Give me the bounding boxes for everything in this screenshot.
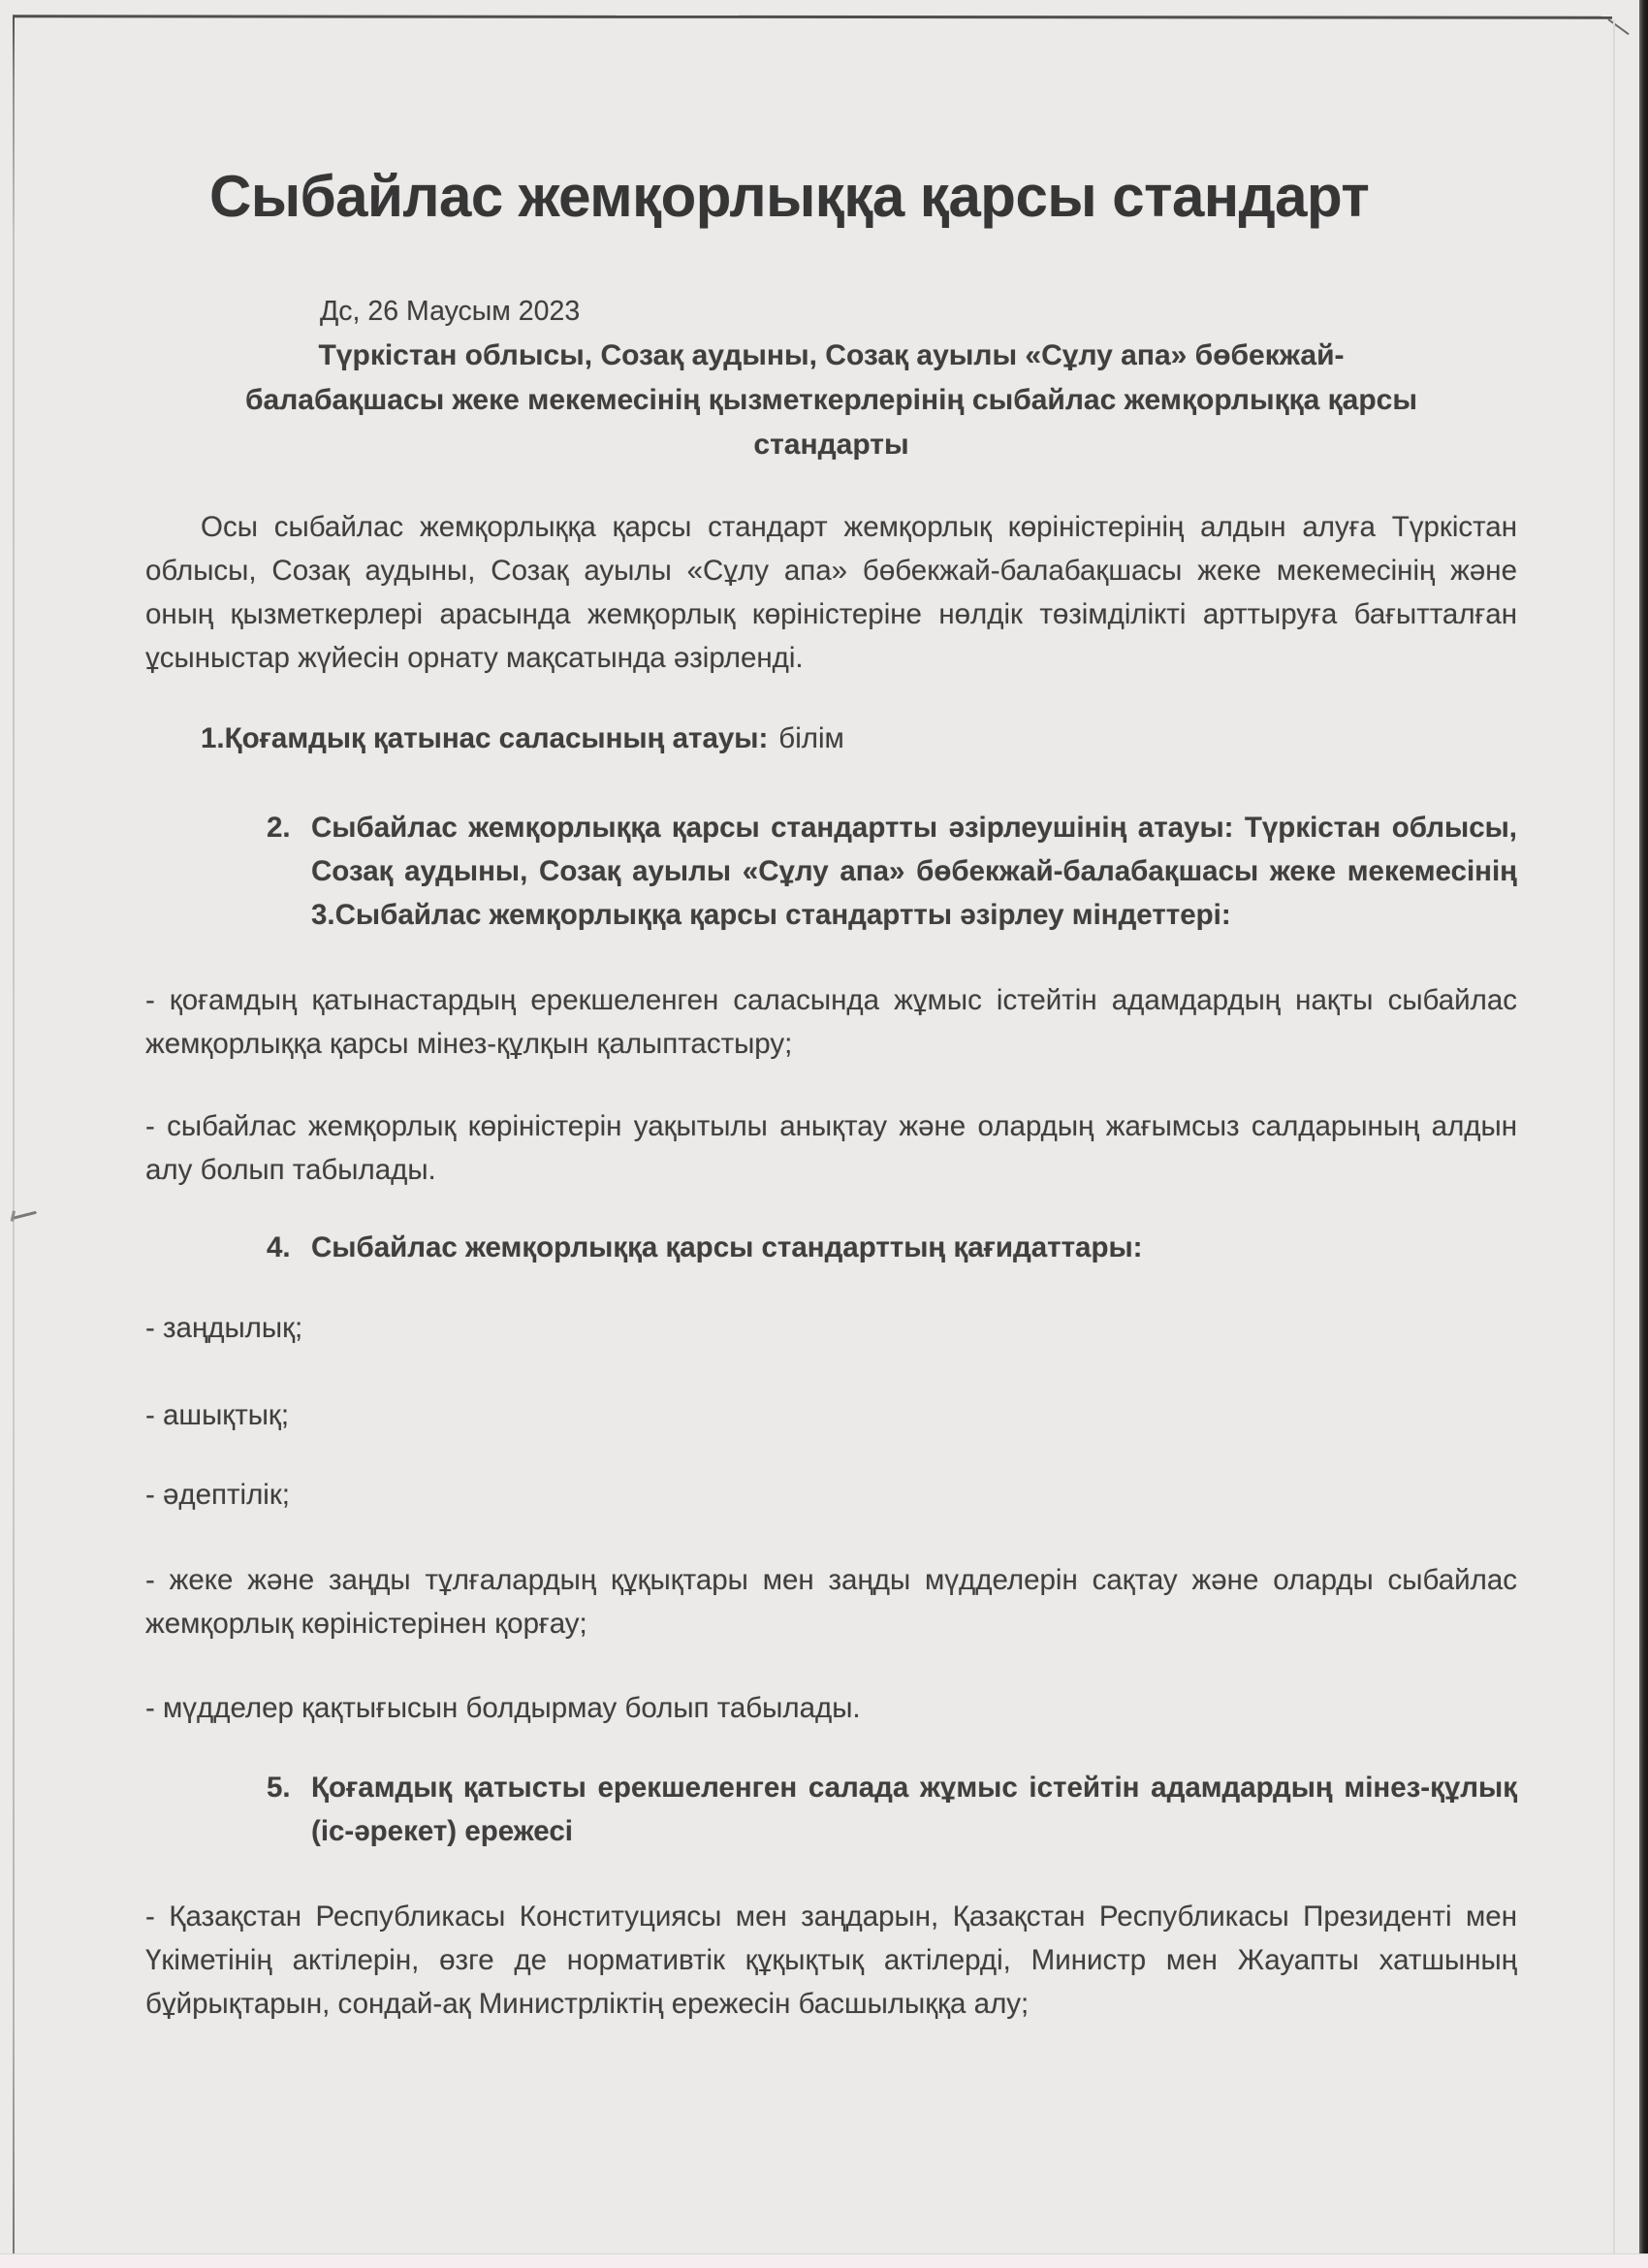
conduct-rule-1: - Қазақстан Республикасы Конституциясы мен заңдарын, Қазақстан Республикасы Президенті мен Үкіметінің актілерін, өзге де нормативтік құқықтық актілерді, Министр мен Жауапты хатшының бұйрықтарын, сондай-ақ Министрліктің ережесін басшылыққа алу; xyxy=(145,1901,1517,2020)
subtitle-line-2: балабақшасы жеке мекемесінің қызметкерлерінің сыбайлас жемқорлыққа қарсы xyxy=(245,384,1417,416)
principle-item-4: - жеке және заңды тұлғалардың құқықтары мен заңды мүдделерін сақтау және оларды сыбайлас жемқорлық көріністерінен қорғау; xyxy=(145,1564,1517,1640)
scan-right-fold-line xyxy=(1613,19,1615,2253)
numbered-item-2 xyxy=(267,806,1517,937)
item-2-number: 2. xyxy=(267,812,291,844)
section-1-label: 1.Қоғамдық қатынас саласының атауы: xyxy=(201,722,769,754)
task-item-2: - сыбайлас жемқорлық көріністерін уақытылы анықтау және олардың жағымсыз салдарының алдын алу болып табылады. xyxy=(145,1110,1517,1186)
scan-top-edge-bend xyxy=(1607,18,1629,35)
subtitle-line-3: стандарты xyxy=(753,429,909,461)
document-date-line: Дс, 26 Маусым 2023 xyxy=(320,296,581,327)
scan-right-edge-strip xyxy=(1639,0,1648,2255)
task-item-1: - қоғамдың қатынастардың ерекшеленген саласында жұмыс істейтін адамдардың нақты сыбайлас жемқорлыққа қарсы мінез-құлқын қалыптастыру; xyxy=(145,984,1517,1060)
subtitle-line-1: Түркістан облысы, Созақ аудыны, Созақ ауылы «Сұлу апа» бөбекжай- xyxy=(318,339,1345,371)
numbered-item-5 xyxy=(267,1766,1517,1853)
principle-item-2: - ашықтық; xyxy=(145,1399,290,1431)
principle-item-1: - заңдылық; xyxy=(145,1312,303,1344)
item-4-text: Сыбайлас жемқорлыққа қарсы стандарттың қағидаттары: xyxy=(311,1231,1143,1263)
document-body xyxy=(145,0,1517,2026)
scan-pen-artifact xyxy=(11,1211,37,1220)
section-1-line xyxy=(145,717,1517,760)
scan-left-edge-line xyxy=(13,16,15,2253)
section-1-value: білім xyxy=(778,722,844,754)
document-subtitle xyxy=(145,334,1517,467)
scan-bottom-strip xyxy=(0,2253,1648,2268)
numbered-item-4 xyxy=(267,1226,1517,1269)
item-4-number: 4. xyxy=(267,1231,291,1263)
item-2-text: Сыбайлас жемқорлыққа қарсы стандартты әзірлеушінің атауы: Түркістан облысы, Созақ аудыны, Созақ ауылы «Сұлу апа» бөбекжай-балабақшасы жеке мекемесінің 3.Сыбайлас жемқорлыққа қарсы стандартты әзірлеу міндеттері: xyxy=(311,812,1517,931)
principle-item-3: - әдептілік; xyxy=(145,1479,290,1511)
item-5-text: Қоғамдық қатысты ерекшеленген салада жұмыс істейтін адамдардың мінез-құлық (іс-әрекет) ережесі xyxy=(311,1772,1517,1847)
item-5-number: 5. xyxy=(267,1772,291,1804)
document-title: Сыбайлас жемқорлыққа қарсы стандарт xyxy=(209,164,1370,229)
intro-paragraph: Осы сыбайлас жемқорлыққа қарсы стандарт жемқорлық көріністерінің алдын алуға Түркістан облысы, Созақ аудыны, Созақ ауылы «Сұлу апа» бөбекжай-балабақшасы жеке мекемесінің және оның қызметкерлері арасында жемқорлық көріністеріне нөлдік төзімділікті арттыруға бағытталған ұсыныстар жүйесін орнату мақсатында әзірленді. xyxy=(145,511,1517,674)
principle-item-5: - мүдделер қақтығысын болдырмау болып табылады. xyxy=(145,1692,861,1724)
